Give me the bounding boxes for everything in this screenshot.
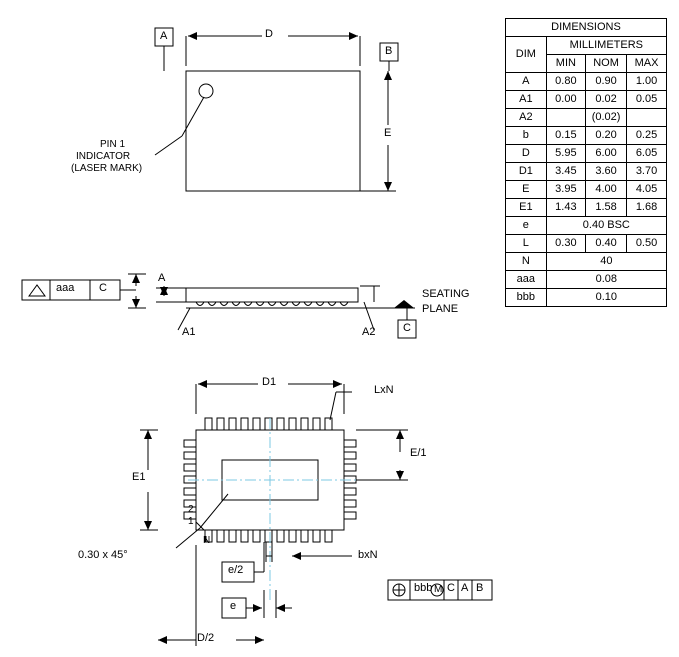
min-cell: 3.95 [546, 181, 585, 199]
max-cell: 6.05 [627, 145, 667, 163]
nom-cell: 6.00 [586, 145, 627, 163]
table-row [506, 271, 667, 289]
dimension-lxn-label: LxN [374, 384, 394, 396]
seating-plane-line1: SEATING [422, 288, 470, 300]
dim-cell: D [506, 145, 547, 163]
table-row [506, 109, 667, 127]
datum-b-label: B [385, 45, 393, 57]
nom-cell: 0.02 [586, 91, 627, 109]
max-cell: 0.50 [627, 235, 667, 253]
min-cell: 0.80 [546, 73, 585, 91]
table-row [506, 181, 667, 199]
nom-cell: 0.90 [586, 73, 627, 91]
col-nom: NOM [586, 55, 627, 73]
dim-cell: N [506, 253, 547, 271]
dim-cell: aaa [506, 271, 547, 289]
dimension-e-label: E [384, 127, 392, 139]
nom-cell: (0.02) [586, 109, 627, 127]
table-title: DIMENSIONS [506, 19, 667, 37]
min-cell: 3.45 [546, 163, 585, 181]
position-tolerance-label: bbb [414, 582, 433, 594]
pin1-note-line3: (LASER MARK) [71, 163, 143, 174]
dimension-e-pitch-label: e [230, 600, 237, 612]
max-cell: 1.68 [627, 199, 667, 217]
dim-cell: L [506, 235, 547, 253]
dim-header: DIM [506, 37, 547, 73]
table-row [506, 235, 667, 253]
table-row [506, 73, 667, 91]
max-cell: 3.70 [627, 163, 667, 181]
table-row [506, 217, 667, 235]
nom-cell: 4.00 [586, 181, 627, 199]
table-unit-row [506, 37, 667, 55]
datum-c-label: C [403, 322, 411, 334]
dimension-a2-label: A2 [362, 326, 376, 338]
min-cell: 0.30 [546, 235, 585, 253]
max-cell: 0.25 [627, 127, 667, 145]
nom-cell: 1.58 [586, 199, 627, 217]
pin-n-label: N [203, 535, 211, 546]
table-row [506, 253, 667, 271]
span-cell: 0.40 BSC [546, 217, 666, 235]
chamfer-note-label: 0.30 x 45° [78, 549, 128, 561]
dimension-e-over-1-label: E/1 [410, 447, 427, 459]
nom-cell: 3.60 [586, 163, 627, 181]
pin-2-label: 2 [188, 504, 194, 515]
datum-a-label: A [160, 30, 168, 42]
dim-cell: A2 [506, 109, 547, 127]
dimension-e1-label: E1 [132, 471, 146, 483]
dimension-d-label: D [265, 28, 273, 40]
pin-1-label: 1 [188, 516, 194, 527]
datum-a-ref-label: A [461, 582, 469, 594]
flatness-datum-label: C [99, 282, 107, 294]
pin1-note-line2: INDICATOR [76, 151, 131, 162]
dimension-bxn-label: bxN [358, 549, 378, 561]
dim-cell: E [506, 181, 547, 199]
dimension-e-half-label: e/2 [228, 564, 244, 576]
pin1-note-line1: PIN 1 [100, 139, 126, 150]
dimension-d-half-label: D/2 [197, 632, 215, 644]
dim-cell: e [506, 217, 547, 235]
min-cell [546, 109, 585, 127]
table-title-row [506, 19, 667, 37]
modifier-m-label: M [434, 584, 443, 595]
span-cell: 0.10 [546, 289, 666, 307]
col-min: MIN [546, 55, 585, 73]
unit-header: MILLIMETERS [546, 37, 666, 55]
seating-plane-line2: PLANE [422, 303, 459, 315]
dim-cell: b [506, 127, 547, 145]
nom-cell: 0.20 [586, 127, 627, 145]
min-cell: 5.95 [546, 145, 585, 163]
table-row [506, 127, 667, 145]
max-cell: 1.00 [627, 73, 667, 91]
min-cell: 1.43 [546, 199, 585, 217]
datum-c-ref-label: C [447, 582, 455, 594]
nom-cell: 0.40 [586, 235, 627, 253]
dim-cell: E1 [506, 199, 547, 217]
dimension-a1-label: A1 [182, 326, 196, 338]
max-cell: 4.05 [627, 181, 667, 199]
span-cell: 40 [546, 253, 666, 271]
dimensions-table [505, 18, 667, 307]
min-cell: 0.15 [546, 127, 585, 145]
dim-cell: A [506, 73, 547, 91]
col-max: MAX [627, 55, 667, 73]
table-row [506, 289, 667, 307]
span-cell: 0.08 [546, 271, 666, 289]
dimension-d1-label: D1 [262, 376, 277, 388]
table-row [506, 145, 667, 163]
dim-cell: A1 [506, 91, 547, 109]
dim-cell: D1 [506, 163, 547, 181]
dim-cell: bbb [506, 289, 547, 307]
min-cell: 0.00 [546, 91, 585, 109]
dimension-a-label: A [158, 272, 166, 284]
datum-b-ref-label: B [476, 582, 484, 594]
table-row [506, 199, 667, 217]
max-cell: 0.05 [627, 91, 667, 109]
flatness-tolerance-label: aaa [56, 282, 75, 294]
table-row [506, 91, 667, 109]
table-row [506, 163, 667, 181]
max-cell [627, 109, 667, 127]
